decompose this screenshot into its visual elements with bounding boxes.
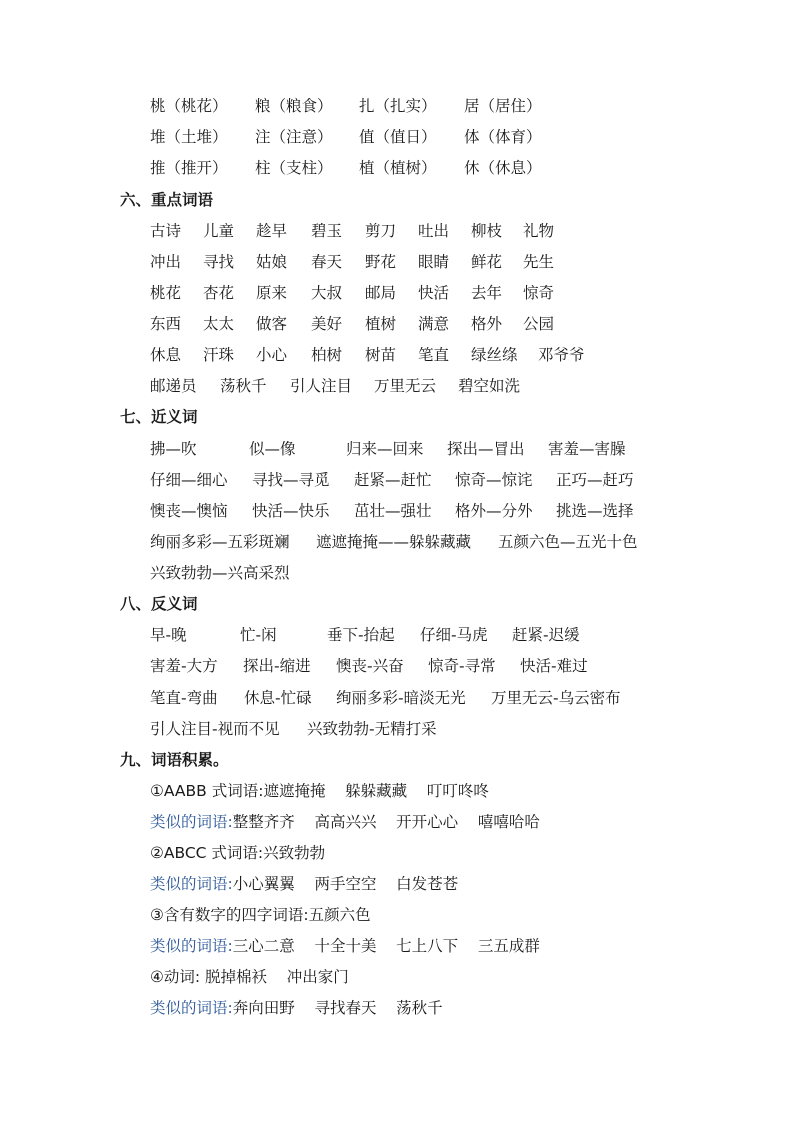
char-item: 扎（扎实） — [359, 97, 437, 115]
word-item: 野花 — [365, 253, 397, 271]
word-item: 小心 — [256, 346, 288, 364]
antonym-item: 仔细-马虎 — [420, 626, 488, 644]
accumulation-line — [150, 998, 443, 1018]
char-item: 体（体育） — [464, 128, 542, 146]
word-item: 趁早 — [256, 222, 288, 240]
accumulation-line — [150, 936, 540, 956]
word-item: 太太 — [203, 315, 235, 333]
antonym-item: 休息-忙碌 — [244, 689, 312, 707]
word-item: 春天 — [311, 253, 343, 271]
accumulation-line — [150, 781, 489, 801]
char-item: 休（休息） — [464, 159, 542, 177]
section-heading-word-accumulation: 九、词语积累。 — [120, 751, 229, 769]
accumulation-line — [150, 967, 349, 987]
word-item: 快活 — [418, 284, 450, 302]
word-item: 儿童 — [203, 222, 235, 240]
antonym-item: 兴致勃勃-无精打采 — [307, 720, 437, 738]
word-item: 姑娘 — [256, 253, 288, 271]
char-item: 植（植树） — [359, 159, 437, 177]
synonym-item: 绚丽多彩—五彩斑斓 — [150, 533, 290, 551]
word-item: 美好 — [311, 315, 343, 333]
word-item: 桃花 — [150, 284, 182, 302]
word-item: 格外 — [471, 315, 503, 333]
word-item: 剪刀 — [365, 222, 397, 240]
word-item: 柳枝 — [471, 222, 503, 240]
char-item: 居（居住） — [464, 97, 542, 115]
antonym-item: 万里无云-乌云密布 — [491, 689, 621, 707]
antonym-item: 引人注目-视而不见 — [150, 720, 280, 738]
word-item: 原来 — [256, 284, 288, 302]
word-item: 碧玉 — [311, 222, 343, 240]
antonym-item: 垂下-抬起 — [327, 626, 395, 644]
synonym-item: 正巧—赶巧 — [556, 471, 634, 489]
synonym-item: 挑选—选择 — [556, 502, 634, 520]
synonym-item: 似—像 — [249, 440, 296, 458]
synonym-item: 害羞—害臊 — [548, 440, 626, 458]
synonym-item: 遮遮掩掩——躲躲藏藏 — [316, 533, 472, 551]
word-item: 树苗 — [365, 346, 397, 364]
word-item: 荡秋千 — [220, 377, 267, 395]
word-item: 绿丝绦 — [471, 346, 518, 364]
similar-words-label: 类似的词语: — [150, 999, 233, 1017]
synonym-item: 格外—分外 — [455, 502, 533, 520]
synonym-item: 赶紧—赶忙 — [354, 471, 432, 489]
synonym-item: 兴致勃勃—兴高采烈 — [150, 564, 290, 582]
char-item: 推（推开） — [150, 159, 228, 177]
word-item: 大叔 — [311, 284, 343, 302]
word-item: 万里无云 — [374, 377, 437, 395]
char-item: 注（注意） — [255, 128, 333, 146]
char-item: 值（值日） — [359, 128, 437, 146]
char-item: 堆（土堆） — [150, 128, 228, 146]
word-item: 植树 — [365, 315, 397, 333]
word-item: 笔直 — [418, 346, 450, 364]
antonym-item: 赶紧-迟缓 — [512, 626, 580, 644]
antonym-item: 忙-闲 — [240, 626, 277, 644]
synonym-item: 寻找—寻觅 — [252, 471, 330, 489]
word-item: 汗珠 — [203, 346, 235, 364]
synonym-item: 归来—回来 — [346, 440, 424, 458]
antonym-item: 快活-难过 — [520, 657, 588, 675]
synonym-item: 懊丧—懊恼 — [150, 502, 228, 520]
similar-words-label: 类似的词语: — [150, 937, 233, 955]
accumulation-text: 整整齐齐 高高兴兴 开开心心 嘻嘻哈哈 — [232, 813, 540, 831]
word-item: 眼睛 — [418, 253, 450, 271]
synonym-item: 茁壮—强壮 — [354, 502, 432, 520]
antonym-item: 惊奇-寻常 — [428, 657, 496, 675]
char-item: 桃（桃花） — [150, 97, 228, 115]
similar-words-label: 类似的词语: — [150, 813, 233, 831]
word-item: 满意 — [418, 315, 450, 333]
word-item: 去年 — [471, 284, 503, 302]
word-item: 古诗 — [150, 222, 182, 240]
word-item: 柏树 — [311, 346, 343, 364]
word-item: 惊奇 — [523, 284, 555, 302]
char-item: 柱（支柱） — [255, 159, 333, 177]
antonym-item: 早-晚 — [150, 626, 187, 644]
section-heading-synonyms: 七、近义词 — [120, 408, 198, 426]
antonym-item: 绚丽多彩-暗淡无光 — [336, 689, 466, 707]
synonym-item: 快活—快乐 — [252, 502, 330, 520]
word-item: 先生 — [523, 253, 555, 271]
synonym-item: 拂—吹 — [150, 440, 197, 458]
accumulation-line — [150, 905, 371, 925]
section-heading-key-words: 六、重点词语 — [120, 191, 214, 209]
word-item: 休息 — [150, 346, 182, 364]
word-item: 礼物 — [523, 222, 555, 240]
antonym-item: 笔直-弯曲 — [150, 689, 218, 707]
accumulation-line — [150, 812, 540, 832]
antonym-item: 懊丧-兴奋 — [336, 657, 404, 675]
word-item: 碧空如洗 — [458, 377, 521, 395]
accumulation-text: 奔向田野 寻找春天 荡秋千 — [232, 999, 443, 1017]
word-item: 杏花 — [203, 284, 235, 302]
synonym-item: 仔细—细心 — [150, 471, 228, 489]
word-item: 引人注目 — [290, 377, 353, 395]
accumulation-text: 三心二意 十全十美 七上八下 三五成群 — [232, 937, 540, 955]
antonym-item: 害羞-大方 — [150, 657, 218, 675]
accumulation-text: ④动词: 脱掉棉袄 冲出家门 — [150, 968, 349, 986]
similar-words-label: 类似的词语: — [150, 875, 233, 893]
word-item: 吐出 — [418, 222, 450, 240]
accumulation-line — [150, 874, 458, 894]
synonym-item: 惊奇—惊诧 — [455, 471, 533, 489]
word-item: 邮局 — [365, 284, 397, 302]
word-item: 寻找 — [203, 253, 235, 271]
word-item: 冲出 — [150, 253, 182, 271]
accumulation-text: ①AABB 式词语:遮遮掩掩 躲躲藏藏 叮叮咚咚 — [150, 782, 489, 800]
word-item: 邮递员 — [150, 377, 197, 395]
word-item: 公园 — [523, 315, 555, 333]
accumulation-text: 小心翼翼 两手空空 白发苍苍 — [232, 875, 459, 893]
word-item: 东西 — [150, 315, 182, 333]
accumulation-text: ②ABCC 式词语:兴致勃勃 — [150, 844, 326, 862]
word-item: 鲜花 — [471, 253, 503, 271]
char-item: 粮（粮食） — [255, 97, 333, 115]
synonym-item: 探出—冒出 — [447, 440, 525, 458]
section-heading-antonyms: 八、反义词 — [120, 595, 198, 613]
accumulation-line — [150, 843, 325, 863]
antonym-item: 探出-缩进 — [243, 657, 311, 675]
word-item: 邓爷爷 — [538, 346, 585, 364]
synonym-item: 五颜六色—五光十色 — [498, 533, 638, 551]
word-item: 做客 — [256, 315, 288, 333]
accumulation-text: ③含有数字的四字词语:五颜六色 — [150, 906, 371, 924]
